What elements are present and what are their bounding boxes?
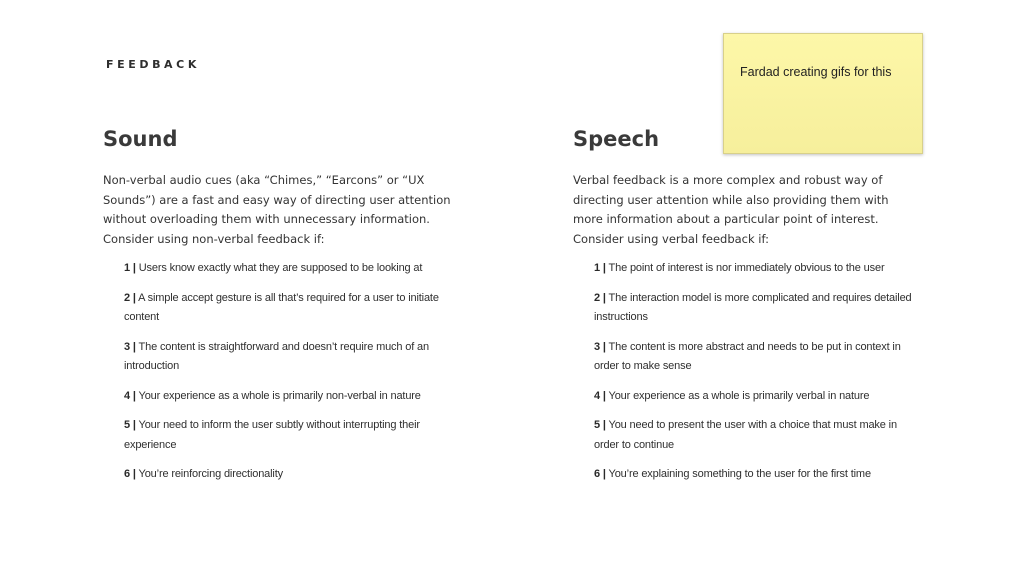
item-number: 1 | [124,262,136,274]
list-item [594,387,924,407]
list-item [594,338,924,377]
item-number: 5 | [594,419,606,431]
list-item [124,387,449,407]
item-number: 3 | [124,340,136,353]
list-item [594,416,924,455]
list-item [124,289,449,328]
speech-title: Speech [573,127,660,151]
item-text: Your need to inform the user subtly without interrupting their experience [124,419,420,451]
item-text: The content is straightforward and doesn’t require much of an introduction [124,340,429,372]
sound-list [124,259,463,485]
item-number: 4 | [124,389,136,402]
item-number: 1 | [594,262,606,274]
list-item [594,259,924,279]
item-number: 6 | [124,468,136,480]
list-item [594,289,924,328]
speech-intro: Verbal feedback is a more complex and robust way of directing user attention while also providing them with more information about a particular point of interest. Consider using verbal feedback if: [573,173,889,246]
item-number: 4 | [594,389,606,402]
item-text: The point of interest is nor immediately obvious to the user [608,262,885,274]
item-text: Your experience as a whole is primarily verbal in nature [608,389,870,402]
speech-column [573,124,933,495]
item-number: 3 | [594,340,606,353]
item-number: 6 | [594,468,606,480]
list-item [124,416,449,455]
list-item [124,465,449,485]
item-text: You need to present the user with a choice that must make in order to continue [594,419,897,451]
item-number: 5 | [124,419,136,431]
sticky-note-text: Fardad creating gifs for this [740,65,892,79]
speech-list [594,259,933,485]
list-item [124,338,449,377]
item-text: You’re explaining something to the user for the first time [608,468,871,480]
sound-column [103,124,463,495]
item-text: The content is more abstract and needs to be put in context in order to make sense [594,340,901,372]
list-item [124,259,449,279]
sound-title: Sound [103,127,178,151]
item-text: You’re reinforcing directionality [138,468,283,480]
list-item [594,465,924,485]
item-text: A simple accept gesture is all that’s required for a user to initiate content [124,291,439,323]
section-label: FEEDBACK [106,58,200,71]
sound-intro: Non-verbal audio cues (aka “Chimes,” “Earcons” or “UX Sounds”) are a fast and easy way of directing user attention without overloading them with unnecessary information. Consider using non-verbal feedback if: [103,173,451,246]
item-text: Your experience as a whole is primarily non-verbal in nature [138,389,421,402]
item-text: The interaction model is more complicated and requires detailed instructions [594,291,912,323]
item-number: 2 | [594,291,606,304]
item-text: Users know exactly what they are supposed to be looking at [138,262,423,274]
item-number: 2 | [124,291,136,304]
